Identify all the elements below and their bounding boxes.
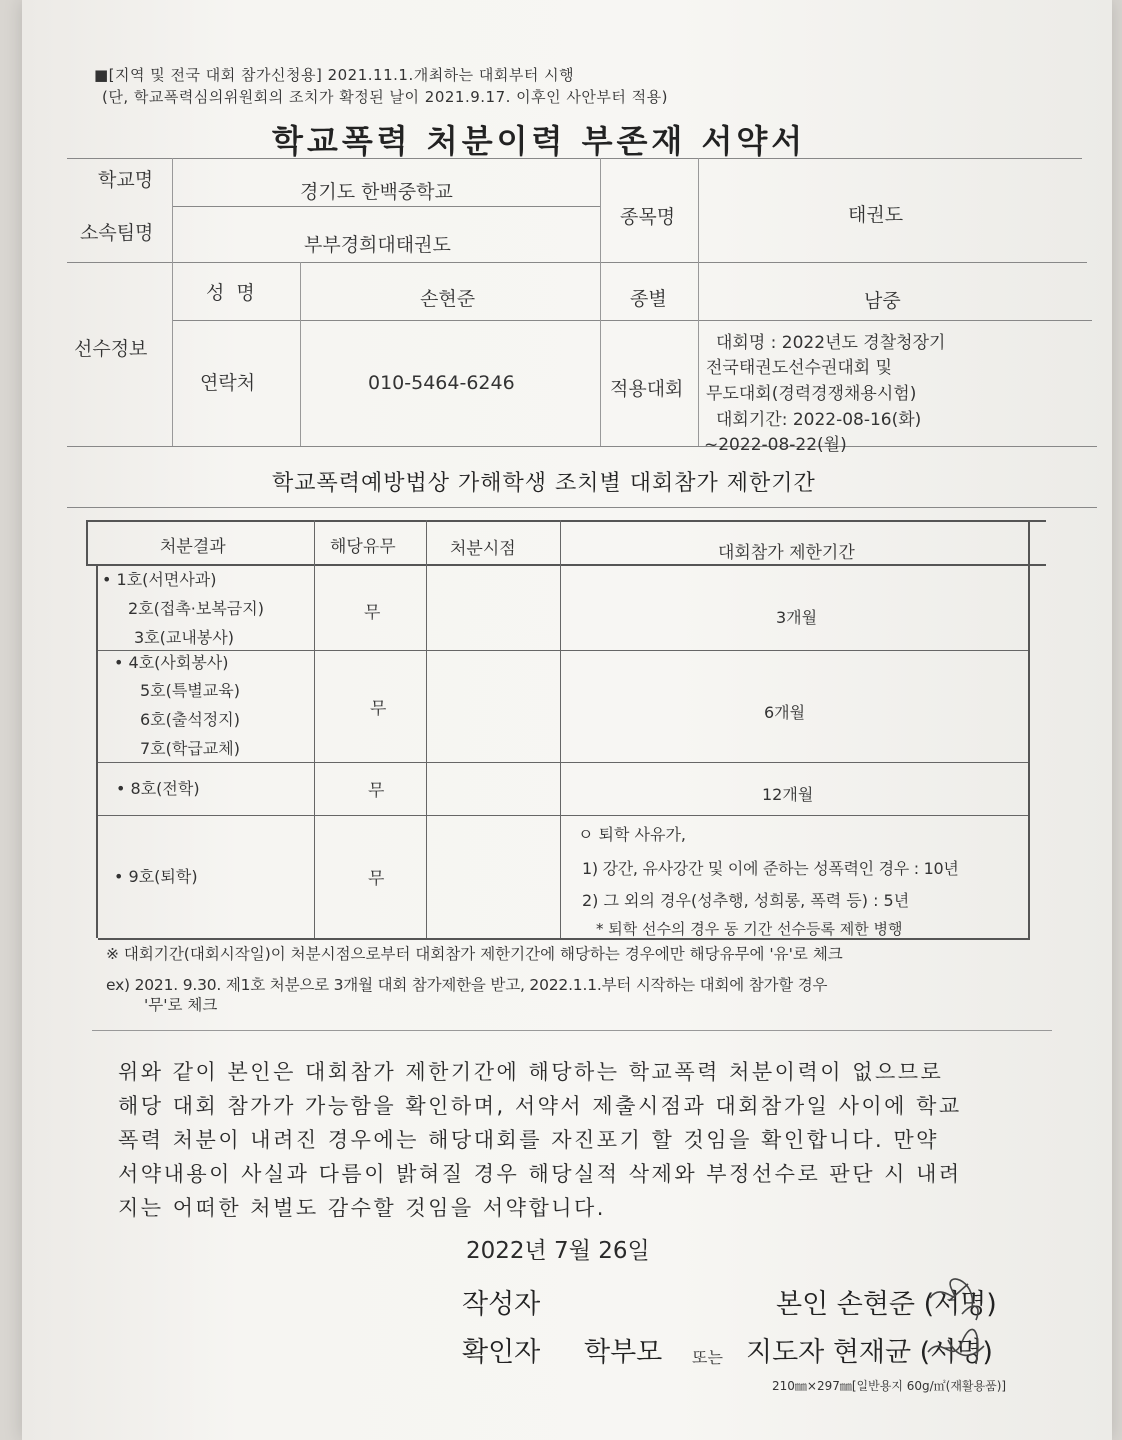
category-value: 남중 [864, 290, 901, 312]
expulsion-note: * 퇴학 선수의 경우 동 기간 선수등록 제한 병행 [596, 920, 903, 938]
divider [67, 507, 1097, 508]
pledge-line: 위와 같이 본인은 대회참가 제한기간에 해당하는 학교폭력 처분이력이 없으므로 [118, 1060, 944, 1084]
footnote-example: '무'로 체크 [144, 996, 218, 1014]
name-label: 성 명 [206, 282, 255, 304]
divider [67, 446, 1097, 447]
table-border [98, 762, 1030, 763]
table-border [96, 564, 98, 938]
footnote: ※ 대회기간(대회시작일)이 처분시점으로부터 대회참가 제한기간에 해당하는 경우에만 해당유무에 '유'로 체크 [106, 945, 843, 963]
confirmer-signature: 지도자 현재균 (서명) [746, 1337, 993, 1368]
pledge-line: 폭력 처분이 내려진 경우에는 해당대회를 자진포기 할 것임을 확인합니다. 만약 [118, 1128, 939, 1152]
school-label: 학교명 [98, 169, 154, 191]
event-line: 대회기간: 2022-08-16(화) [716, 410, 922, 430]
expulsion-note: ㅇ 퇴학 사유가, [578, 825, 686, 844]
measure-item: • 1호(서면사과) [102, 570, 217, 589]
confirmer-or: 또는 [692, 1348, 723, 1367]
table-border [426, 520, 427, 938]
restriction-period: 3개월 [776, 608, 818, 627]
pledge-line: 해당 대회 참가가 가능함을 확인하며, 서약서 제출시점과 대회참가일 사이에 학교 [118, 1094, 962, 1118]
event-line: ~2022-08-22(월) [704, 435, 847, 455]
column-header: 처분시점 [450, 539, 516, 559]
applicable-value: 무 [370, 699, 387, 719]
pledge-date: 2022년 7월 26일 [466, 1238, 650, 1264]
table-border [86, 520, 88, 564]
contact-value: 010-5464-6246 [368, 372, 515, 394]
divider [600, 158, 601, 446]
confirmer-label: 확인자 [462, 1337, 541, 1368]
restriction-period: 6개월 [764, 703, 806, 722]
event-label: 적용대회 [610, 378, 684, 400]
writer-signature: 본인 손현준 (서명) [776, 1289, 997, 1320]
sport-value: 태권도 [848, 204, 904, 226]
measure-item: • 8호(전학) [116, 779, 200, 798]
divider [300, 262, 301, 446]
divider [67, 262, 1087, 263]
table-border [86, 520, 1046, 522]
measure-item: • 4호(사회봉사) [114, 653, 229, 672]
notice-line-1: ■[지역 및 전국 대회 참가신청용] 2021.11.1.개최하는 대회부터 시행 [94, 66, 575, 84]
sport-label: 종목명 [620, 206, 676, 228]
divider [698, 158, 699, 446]
event-line: 무도대회(경력경쟁채용시험) [706, 384, 917, 404]
expulsion-note: 1) 강간, 유사강간 및 이에 준하는 성폭력인 경우 : 10년 [582, 859, 959, 878]
measure-item: 6호(출석정지) [140, 710, 240, 729]
team-value: 부부경희대태권도 [304, 234, 451, 256]
divider [172, 158, 173, 446]
measure-item: • 9호(퇴학) [114, 867, 198, 886]
table-border [314, 520, 315, 938]
expulsion-note: 2) 그 외의 경우(성추행, 성희롱, 폭력 등) : 5년 [582, 891, 910, 910]
table-border [1028, 520, 1030, 938]
writer-label: 작성자 [462, 1289, 541, 1320]
notice-line-2: (단, 학교폭력심의위원회의 조치가 확정된 날이 2021.9.17. 이후인 사안부터 적용) [102, 88, 668, 106]
pledge-line: 서약내용이 사실과 다름이 밝혀질 경우 해당실적 삭제와 부정선수로 판단 시 내려 [118, 1162, 962, 1186]
confirmer-parent: 학부모 [584, 1337, 663, 1368]
applicable-value: 무 [368, 869, 385, 889]
document-paper [22, 0, 1112, 1440]
divider [172, 206, 600, 207]
table-border [86, 564, 1046, 566]
pledge-line: 지는 어떠한 처벌도 감수할 것임을 서약합니다. [118, 1196, 606, 1220]
restriction-period: 12개월 [762, 785, 814, 804]
column-header: 해당유무 [330, 537, 396, 557]
paper-spec: 210㎜×297㎜[일반용지 60g/㎡(재활용품)] [772, 1379, 1007, 1393]
player-info-label: 선수정보 [74, 338, 148, 360]
category-label: 종별 [630, 288, 667, 310]
document-title: 학교폭력 처분이력 부존재 서약서 [272, 122, 807, 160]
column-header: 대회참가 제한기간 [718, 543, 855, 563]
school-value: 경기도 한백중학교 [300, 181, 453, 203]
name-value: 손현준 [420, 288, 476, 310]
team-label: 소속팀명 [80, 222, 154, 244]
measure-item: 2호(접촉·보복금지) [128, 599, 264, 618]
table-border [560, 520, 561, 938]
divider [172, 320, 1092, 321]
handwritten-signature-mark [922, 1270, 1032, 1380]
measure-item: 3호(교내봉사) [134, 628, 234, 647]
table-border [98, 815, 1030, 816]
measure-item: 7호(학급교체) [140, 739, 240, 758]
event-line: 전국태권도선수권대회 및 [706, 358, 893, 378]
applicable-value: 무 [368, 781, 385, 801]
event-line: 대회명 : 2022년도 경찰청장기 [716, 333, 946, 353]
footnote-example: ex) 2021. 9.30. 제1호 처분으로 3개월 대회 참가제한을 받고, 2022.1.1.부터 시작하는 대회에 참가할 경우 [106, 976, 828, 994]
restriction-subtitle: 학교폭력예방법상 가해학생 조치별 대회참가 제한기간 [272, 471, 816, 496]
divider [92, 1030, 1052, 1031]
measure-item: 5호(특별교육) [140, 681, 240, 700]
table-border [96, 650, 1028, 651]
applicable-value: 무 [364, 603, 381, 623]
contact-label: 연락처 [200, 372, 256, 394]
divider [67, 158, 1082, 159]
column-header: 처분결과 [160, 537, 226, 557]
